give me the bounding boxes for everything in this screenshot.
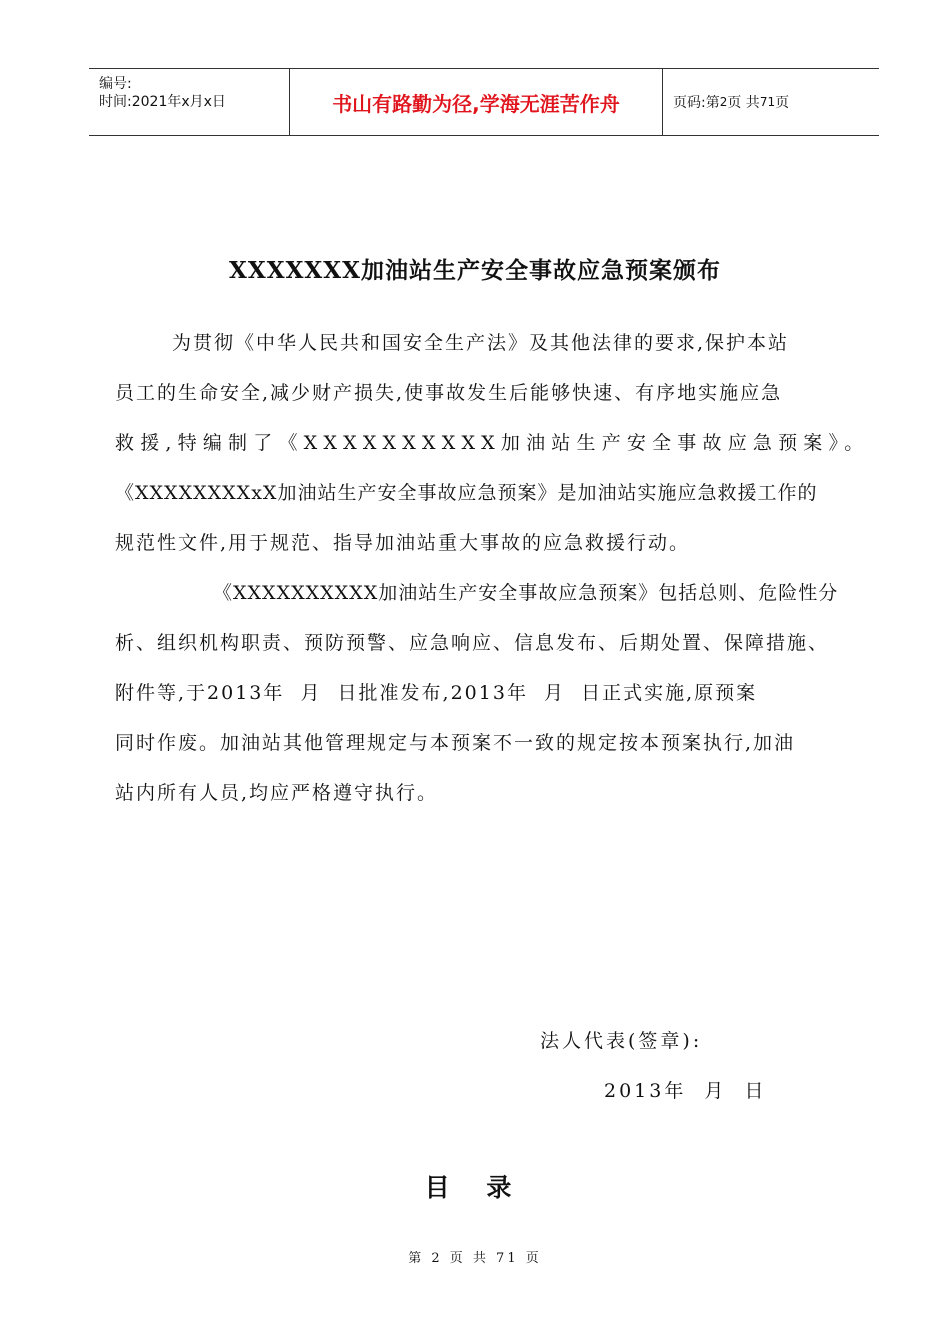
paragraph-line: 规范性文件,用于规范、指导加油站重大事故的应急救援行动。 bbox=[115, 532, 691, 554]
signature-date: 2013年 月 日 bbox=[604, 1080, 767, 1102]
paragraph-line: 为贯彻《中华人民共和国安全生产法》及其他法律的要求,保护本站 bbox=[172, 332, 790, 354]
toc-heading: 目 录 bbox=[424, 1173, 526, 1202]
document-number-label: 编号: bbox=[99, 76, 132, 92]
header-meta-cell bbox=[89, 69, 290, 135]
page-current: 2 bbox=[719, 95, 728, 109]
paragraph-line: 站内所有人员,均应严格遵守执行。 bbox=[115, 782, 439, 804]
header-page-number bbox=[673, 69, 789, 135]
paragraph-line: 《XXXXXXXXXX加油站生产安全事故应急预案》包括总则、危险性分 bbox=[213, 582, 839, 604]
paragraph-line: 析、组织机构职责、预防预警、应急响应、信息发布、后期处置、保障措施、 bbox=[115, 632, 830, 654]
paragraph-line: 同时作废。加油站其他管理规定与本预案不一致的规定按本预案执行,加油 bbox=[115, 732, 796, 754]
page-total: 71 bbox=[759, 95, 776, 109]
page-footer: 第 2 页 共 71 页 bbox=[408, 1251, 542, 1266]
signature-label: 法人代表(签章): bbox=[540, 1030, 703, 1052]
document-time-label: 时间:2021年x月x日 bbox=[99, 94, 226, 110]
paragraph-line: 员工的生命安全,减少财产损失,使事故发生后能够快速、有序地实施应急 bbox=[115, 382, 783, 404]
page-prefix: 页码:第 bbox=[673, 95, 720, 111]
paragraph-line: 《XXXXXXXXxX加油站生产安全事故应急预案》是加油站实施应急救援工作的 bbox=[115, 482, 818, 504]
page-mid: 页 共 bbox=[727, 95, 760, 111]
header-motto: 书山有路勤为径,学海无涯苦作舟 bbox=[290, 69, 663, 135]
paragraph-line: 附件等,于2013年 月 日批准发布,2013年 月 日正式实施,原预案 bbox=[115, 682, 758, 704]
paragraph-line: 救援,特编制了《XXXXXXXXXX加油站生产安全事故应急预案》。 bbox=[115, 432, 870, 454]
page-suffix: 页 bbox=[775, 95, 790, 111]
document-title: XXXXXXX加油站生产安全事故应急预案颁布 bbox=[229, 257, 721, 284]
document-header-table bbox=[89, 68, 879, 136]
